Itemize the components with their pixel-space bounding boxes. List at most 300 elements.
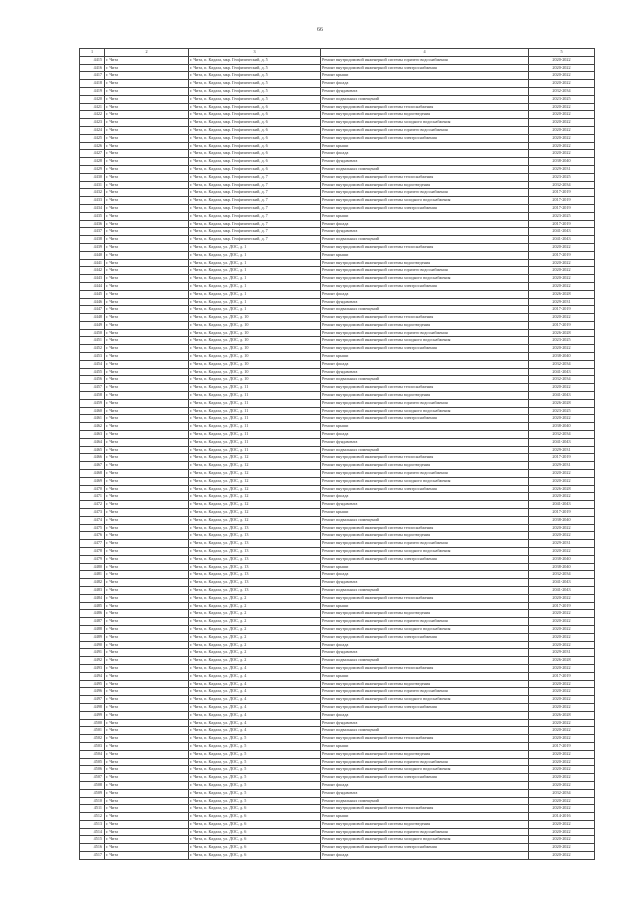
table-row	[80, 243, 595, 251]
row-number-cell: 4423	[80, 119, 105, 127]
municipality-cell: г. Чита	[105, 493, 189, 501]
work-type-cell: Ремонт внутридомовой инженерной системы водоотведения	[321, 610, 529, 618]
table-row	[80, 594, 595, 602]
row-number-cell: 4462	[80, 423, 105, 431]
work-type-cell: Ремонт внутридомовой инженерной системы холодного водоснабжения	[321, 836, 529, 844]
work-type-cell: Ремонт внутридомовой инженерной системы холодного водоснабжения	[321, 766, 529, 774]
work-type-cell: Ремонт внутридомовой инженерной системы горячего водоснабжения	[321, 189, 529, 197]
table-row	[80, 813, 595, 821]
period-cell: 2020-2022	[529, 64, 595, 72]
table-row	[80, 282, 595, 290]
row-number-cell: 4511	[80, 805, 105, 813]
work-type-cell: Ремонт фундамента	[321, 501, 529, 509]
address-cell: г. Чита, п. Кадала, ул. ДОС, д. 1	[189, 298, 321, 306]
table-row	[80, 103, 595, 111]
row-number-cell: 4419	[80, 87, 105, 95]
work-type-cell: Ремонт фасада	[321, 641, 529, 649]
table-row	[80, 828, 595, 836]
table-row	[80, 548, 595, 556]
address-cell: г. Чита, п. Кадала, ул. ДОС, д. 12	[189, 516, 321, 524]
municipality-cell: г. Чита	[105, 610, 189, 618]
period-cell: 2029-2031	[529, 298, 595, 306]
row-number-cell: 4460	[80, 407, 105, 415]
address-cell: г. Чита, п. Кадала, ул. ДОС, д. 5	[189, 766, 321, 774]
municipality-cell: г. Чита	[105, 95, 189, 103]
address-cell: г. Чита, п. Кадала, ул. ДОС, д. 1	[189, 259, 321, 267]
address-cell: г. Чита, п. Кадала, ул. ДОС, д. 13	[189, 548, 321, 556]
municipality-cell: г. Чита	[105, 664, 189, 672]
work-type-cell: Ремонт внутридомовой инженерной системы электроснабжения	[321, 633, 529, 641]
table-row	[80, 509, 595, 517]
work-type-cell: Ремонт подвальных помещений	[321, 95, 529, 103]
municipality-cell: г. Чита	[105, 204, 189, 212]
work-type-cell: Ремонт фасада	[321, 150, 529, 158]
work-type-cell: Ремонт внутридомовой инженерной системы холодного водоснабжения	[321, 477, 529, 485]
period-cell: 2017-2019	[529, 197, 595, 205]
municipality-cell: г. Чита	[105, 625, 189, 633]
municipality-cell: г. Чита	[105, 680, 189, 688]
row-number-cell: 4472	[80, 501, 105, 509]
address-cell: г. Чита, п. Кадала, ул. ДОС, д. 12	[189, 493, 321, 501]
period-cell: 2032-2034	[529, 431, 595, 439]
table-row	[80, 228, 595, 236]
municipality-cell: г. Чита	[105, 813, 189, 821]
municipality-cell: г. Чита	[105, 563, 189, 571]
address-cell: г. Чита, п. Кадала, ул. ДОС, д. 12	[189, 485, 321, 493]
municipality-cell: г. Чита	[105, 173, 189, 181]
address-cell: г. Чита, п. Кадала, ул. ДОС, д. 5	[189, 781, 321, 789]
work-type-cell: Ремонт внутридомовой инженерной системы холодного водоснабжения	[321, 337, 529, 345]
work-type-cell: Ремонт внутридомовой инженерной системы холодного водоснабжения	[321, 197, 529, 205]
row-number-cell: 4434	[80, 204, 105, 212]
period-cell: 2026-2028	[529, 290, 595, 298]
row-number-cell: 4480	[80, 563, 105, 571]
municipality-cell: г. Чита	[105, 836, 189, 844]
period-cell: 2020-2022	[529, 150, 595, 158]
row-number-cell: 4436	[80, 220, 105, 228]
table-row	[80, 781, 595, 789]
row-number-cell: 4431	[80, 181, 105, 189]
row-number-cell: 4470	[80, 485, 105, 493]
table-row	[80, 618, 595, 626]
period-cell: 2020-2022	[529, 282, 595, 290]
address-cell: г. Чита, п. Кадала, ул. ДОС, д. 5	[189, 758, 321, 766]
period-cell: 2029-2031	[529, 462, 595, 470]
header-col-2: 2	[105, 49, 189, 57]
address-cell: г. Чита, п. Кадала, мкр. Геофизический, д. 7	[189, 181, 321, 189]
period-cell: 2020-2022	[529, 80, 595, 88]
row-number-cell: 4461	[80, 415, 105, 423]
table-row	[80, 688, 595, 696]
table-row	[80, 126, 595, 134]
row-number-cell: 4513	[80, 820, 105, 828]
address-cell: г. Чита, п. Кадала, ул. ДОС, д. 11	[189, 438, 321, 446]
table-row	[80, 789, 595, 797]
address-cell: г. Чита, п. Кадала, ул. ДОС, д. 5	[189, 750, 321, 758]
municipality-cell: г. Чита	[105, 415, 189, 423]
work-type-cell: Ремонт подвальных помещений	[321, 727, 529, 735]
table-row	[80, 719, 595, 727]
work-type-cell: Ремонт внутридомовой инженерной системы электроснабжения	[321, 345, 529, 353]
table-row	[80, 197, 595, 205]
address-cell: г. Чита, п. Кадала, ул. ДОС, д. 11	[189, 407, 321, 415]
address-cell: г. Чита, п. Кадала, мкр. Геофизический, д. 5	[189, 95, 321, 103]
row-number-cell: 4466	[80, 454, 105, 462]
municipality-cell: г. Чита	[105, 485, 189, 493]
work-type-cell: Ремонт фундамента	[321, 298, 529, 306]
address-cell: г. Чита, п. Кадала, ул. ДОС, д. 10	[189, 360, 321, 368]
work-type-cell: Ремонт внутридомовой инженерной системы горячего водоснабжения	[321, 56, 529, 64]
address-cell: г. Чита, п. Кадала, ул. ДОС, д. 2	[189, 625, 321, 633]
period-cell: 2020-2022	[529, 719, 595, 727]
row-number-cell: 4489	[80, 633, 105, 641]
table-row	[80, 267, 595, 275]
row-number-cell: 4467	[80, 462, 105, 470]
address-cell: г. Чита, п. Кадала, ул. ДОС, д. 13	[189, 571, 321, 579]
address-cell: г. Чита, п. Кадала, ул. ДОС, д. 13	[189, 579, 321, 587]
municipality-cell: г. Чита	[105, 501, 189, 509]
address-cell: г. Чита, п. Кадала, мкр. Геофизический, д. 7	[189, 212, 321, 220]
row-number-cell: 4449	[80, 321, 105, 329]
work-type-cell: Ремонт внутридомовой инженерной системы электроснабжения	[321, 774, 529, 782]
municipality-cell: г. Чита	[105, 657, 189, 665]
work-type-cell: Ремонт фасада	[321, 781, 529, 789]
work-type-cell: Ремонт внутридомовой инженерной системы электроснабжения	[321, 703, 529, 711]
period-cell: 2020-2022	[529, 142, 595, 150]
table-row	[80, 657, 595, 665]
row-number-cell: 4482	[80, 579, 105, 587]
work-type-cell: Ремонт крыши	[321, 813, 529, 821]
address-cell: г. Чита, п. Кадала, мкр. Геофизический, д. 6	[189, 103, 321, 111]
period-cell: 2017-2019	[529, 742, 595, 750]
period-cell: 2020-2022	[529, 594, 595, 602]
municipality-cell: г. Чита	[105, 828, 189, 836]
row-number-cell: 4495	[80, 680, 105, 688]
row-number-cell: 4498	[80, 703, 105, 711]
work-type-cell: Ремонт внутридомовой инженерной системы горячего водоснабжения	[321, 470, 529, 478]
municipality-cell: г. Чита	[105, 548, 189, 556]
address-cell: г. Чита, п. Кадала, ул. ДОС, д. 13	[189, 586, 321, 594]
municipality-cell: г. Чита	[105, 384, 189, 392]
address-cell: г. Чита, п. Кадала, ул. ДОС, д. 2	[189, 649, 321, 657]
period-cell: 2020-2022	[529, 797, 595, 805]
table-row	[80, 524, 595, 532]
address-cell: г. Чита, п. Кадала, мкр. Геофизический, д. 6	[189, 150, 321, 158]
municipality-cell: г. Чита	[105, 735, 189, 743]
table-row	[80, 820, 595, 828]
table-row	[80, 376, 595, 384]
work-type-cell: Ремонт крыши	[321, 563, 529, 571]
period-cell: 2020-2022	[529, 750, 595, 758]
address-cell: г. Чита, п. Кадала, ул. ДОС, д. 4	[189, 688, 321, 696]
municipality-cell: г. Чита	[105, 477, 189, 485]
municipality-cell: г. Чита	[105, 158, 189, 166]
period-cell: 2029-2031	[529, 446, 595, 454]
work-type-cell: Ремонт подвальных помещений	[321, 446, 529, 454]
address-cell: г. Чита, п. Кадала, ул. ДОС, д. 5	[189, 735, 321, 743]
table-row	[80, 672, 595, 680]
address-cell: г. Чита, п. Кадала, ул. ДОС, д. 6	[189, 836, 321, 844]
row-number-cell: 4503	[80, 742, 105, 750]
work-type-cell: Ремонт подвальных помещений	[321, 586, 529, 594]
address-cell: г. Чита, п. Кадала, ул. ДОС, д. 11	[189, 399, 321, 407]
table-row	[80, 579, 595, 587]
work-type-cell: Ремонт подвальных помещений	[321, 236, 529, 244]
row-number-cell: 4491	[80, 649, 105, 657]
address-cell: г. Чита, п. Кадала, ул. ДОС, д. 6	[189, 852, 321, 860]
table-row	[80, 415, 595, 423]
address-cell: г. Чита, п. Кадала, мкр. Геофизический, д. 7	[189, 204, 321, 212]
municipality-cell: г. Чита	[105, 586, 189, 594]
address-cell: г. Чита, п. Кадала, ул. ДОС, д. 10	[189, 376, 321, 384]
work-type-cell: Ремонт внутридомовой инженерной системы холодного водоснабжения	[321, 407, 529, 415]
address-cell: г. Чита, п. Кадала, ул. ДОС, д. 6	[189, 844, 321, 852]
period-cell: 2017-2019	[529, 321, 595, 329]
period-cell: 2023-2025	[529, 407, 595, 415]
table-row	[80, 633, 595, 641]
table-row	[80, 805, 595, 813]
work-type-cell: Ремонт крыши	[321, 142, 529, 150]
table-row	[80, 111, 595, 119]
municipality-cell: г. Чита	[105, 438, 189, 446]
period-cell: 2020-2022	[529, 781, 595, 789]
work-type-cell: Ремонт внутридомовой инженерной системы электроснабжения	[321, 485, 529, 493]
work-type-cell: Ремонт внутридомовой инженерной системы холодного водоснабжения	[321, 696, 529, 704]
row-number-cell: 4450	[80, 329, 105, 337]
address-cell: г. Чита, п. Кадала, ул. ДОС, д. 13	[189, 532, 321, 540]
period-cell: 2020-2022	[529, 267, 595, 275]
table-row	[80, 119, 595, 127]
work-type-cell: Ремонт фасада	[321, 493, 529, 501]
work-type-cell: Ремонт внутридомовой инженерной системы электроснабжения	[321, 555, 529, 563]
row-number-cell: 4501	[80, 727, 105, 735]
table-row	[80, 345, 595, 353]
row-number-cell: 4438	[80, 236, 105, 244]
table-row	[80, 64, 595, 72]
municipality-cell: г. Чита	[105, 353, 189, 361]
period-cell: 2020-2022	[529, 610, 595, 618]
row-number-cell: 4496	[80, 688, 105, 696]
period-cell: 2020-2022	[529, 703, 595, 711]
work-type-cell: Ремонт внутридомовой инженерной системы водоотведения	[321, 532, 529, 540]
period-cell: 2032-2034	[529, 571, 595, 579]
municipality-cell: г. Чита	[105, 329, 189, 337]
period-cell: 2020-2022	[529, 477, 595, 485]
table-row	[80, 290, 595, 298]
address-cell: г. Чита, п. Кадала, ул. ДОС, д. 2	[189, 610, 321, 618]
period-cell: 2020-2022	[529, 532, 595, 540]
table-row	[80, 703, 595, 711]
municipality-cell: г. Чита	[105, 306, 189, 314]
work-type-cell: Ремонт внутридомовой инженерной системы горячего водоснабжения	[321, 828, 529, 836]
row-number-cell: 4440	[80, 251, 105, 259]
table-body	[80, 56, 595, 859]
table-row	[80, 407, 595, 415]
municipality-cell: г. Чита	[105, 251, 189, 259]
address-cell: г. Чита, п. Кадала, мкр. Геофизический, д. 6	[189, 134, 321, 142]
address-cell: г. Чита, п. Кадала, ул. ДОС, д. 4	[189, 696, 321, 704]
address-cell: г. Чита, п. Кадала, ул. ДОС, д. 6	[189, 805, 321, 813]
table-row	[80, 181, 595, 189]
period-cell: 2020-2022	[529, 56, 595, 64]
period-cell: 2032-2034	[529, 376, 595, 384]
address-cell: г. Чита, п. Кадала, ул. ДОС, д. 4	[189, 672, 321, 680]
address-cell: г. Чита, п. Кадала, ул. ДОС, д. 2	[189, 657, 321, 665]
address-cell: г. Чита, п. Кадала, мкр. Геофизический, д. 6	[189, 158, 321, 166]
period-cell: 2038-2040	[529, 555, 595, 563]
period-cell: 2020-2022	[529, 126, 595, 134]
work-type-cell: Ремонт внутридомовой инженерной системы водоотведения	[321, 181, 529, 189]
header-col-1: 1	[80, 49, 105, 57]
table-row	[80, 314, 595, 322]
row-number-cell: 4417	[80, 72, 105, 80]
municipality-cell: г. Чита	[105, 345, 189, 353]
row-number-cell: 4478	[80, 548, 105, 556]
address-cell: г. Чита, п. Кадала, ул. ДОС, д. 1	[189, 275, 321, 283]
page-number: 66	[317, 27, 323, 33]
row-number-cell: 4456	[80, 376, 105, 384]
row-number-cell: 4474	[80, 516, 105, 524]
address-cell: г. Чита, п. Кадала, ул. ДОС, д. 4	[189, 727, 321, 735]
table-row	[80, 298, 595, 306]
table-row	[80, 399, 595, 407]
municipality-cell: г. Чита	[105, 532, 189, 540]
period-cell: 2020-2022	[529, 664, 595, 672]
municipality-cell: г. Чита	[105, 774, 189, 782]
row-number-cell: 4487	[80, 618, 105, 626]
table-row	[80, 134, 595, 142]
row-number-cell: 4486	[80, 610, 105, 618]
table-row	[80, 259, 595, 267]
table-row	[80, 368, 595, 376]
address-cell: г. Чита, п. Кадала, мкр. Геофизический, д. 7	[189, 197, 321, 205]
table-row	[80, 696, 595, 704]
period-cell: 2020-2022	[529, 470, 595, 478]
row-number-cell: 4429	[80, 165, 105, 173]
table-row	[80, 384, 595, 392]
work-type-cell: Ремонт внутридомовой инженерной системы теплоснабжения	[321, 314, 529, 322]
row-number-cell: 4433	[80, 197, 105, 205]
municipality-cell: г. Чита	[105, 516, 189, 524]
municipality-cell: г. Чита	[105, 719, 189, 727]
period-cell: 2020-2022	[529, 119, 595, 127]
period-cell: 2020-2022	[529, 852, 595, 860]
work-type-cell: Ремонт подвальных помещений	[321, 306, 529, 314]
work-type-cell: Ремонт внутридомовой инженерной системы водоотведения	[321, 321, 529, 329]
period-cell: 2020-2022	[529, 735, 595, 743]
municipality-cell: г. Чита	[105, 509, 189, 517]
period-cell: 2020-2022	[529, 688, 595, 696]
row-number-cell: 4445	[80, 290, 105, 298]
work-type-cell: Ремонт внутридомовой инженерной системы водоотведения	[321, 259, 529, 267]
row-number-cell: 4457	[80, 384, 105, 392]
address-cell: г. Чита, п. Кадала, мкр. Геофизический, д. 5	[189, 87, 321, 95]
row-number-cell: 4428	[80, 158, 105, 166]
work-type-cell: Ремонт фасада	[321, 571, 529, 579]
row-number-cell: 4424	[80, 126, 105, 134]
row-number-cell: 4430	[80, 173, 105, 181]
row-number-cell: 4516	[80, 844, 105, 852]
work-type-cell: Ремонт внутридомовой инженерной системы теплоснабжения	[321, 103, 529, 111]
period-cell: 2020-2022	[529, 820, 595, 828]
municipality-cell: г. Чита	[105, 142, 189, 150]
table-row	[80, 680, 595, 688]
table-row	[80, 836, 595, 844]
table-header-row	[80, 49, 595, 57]
address-cell: г. Чита, п. Кадала, ул. ДОС, д. 10	[189, 314, 321, 322]
row-number-cell: 4448	[80, 314, 105, 322]
period-cell: 2038-2040	[529, 158, 595, 166]
row-number-cell: 4416	[80, 64, 105, 72]
work-type-cell: Ремонт фундамента	[321, 789, 529, 797]
row-number-cell: 4439	[80, 243, 105, 251]
row-number-cell: 4459	[80, 399, 105, 407]
table-row	[80, 563, 595, 571]
work-type-cell: Ремонт внутридомовой инженерной системы электроснабжения	[321, 134, 529, 142]
table-row	[80, 586, 595, 594]
work-type-cell: Ремонт крыши	[321, 251, 529, 259]
address-cell: г. Чита, п. Кадала, ул. ДОС, д. 6	[189, 813, 321, 821]
period-cell: 2038-2040	[529, 423, 595, 431]
table-row	[80, 158, 595, 166]
period-cell: 2017-2019	[529, 672, 595, 680]
row-number-cell: 4507	[80, 774, 105, 782]
row-number-cell: 4441	[80, 259, 105, 267]
period-cell: 2017-2019	[529, 251, 595, 259]
work-type-cell: Ремонт подвальных помещений	[321, 797, 529, 805]
address-cell: г. Чита, п. Кадала, ул. ДОС, д. 2	[189, 618, 321, 626]
work-type-cell: Ремонт внутридомовой инженерной системы горячего водоснабжения	[321, 329, 529, 337]
period-cell: 2020-2022	[529, 524, 595, 532]
table-row	[80, 72, 595, 80]
work-type-cell: Ремонт внутридомовой инженерной системы теплоснабжения	[321, 524, 529, 532]
address-cell: г. Чита, п. Кадала, ул. ДОС, д. 11	[189, 392, 321, 400]
municipality-cell: г. Чита	[105, 282, 189, 290]
period-cell: 2020-2022	[529, 345, 595, 353]
table-row	[80, 275, 595, 283]
work-type-cell: Ремонт внутридомовой инженерной системы холодного водоснабжения	[321, 548, 529, 556]
period-cell: 2026-2028	[529, 711, 595, 719]
table-row	[80, 625, 595, 633]
work-type-cell: Ремонт внутридомовой инженерной системы горячего водоснабжения	[321, 688, 529, 696]
table-row	[80, 251, 595, 259]
row-number-cell: 4452	[80, 345, 105, 353]
period-cell: 2020-2022	[529, 836, 595, 844]
municipality-cell: г. Чита	[105, 321, 189, 329]
municipality-cell: г. Чита	[105, 446, 189, 454]
address-cell: г. Чита, п. Кадала, мкр. Геофизический, д. 7	[189, 189, 321, 197]
row-number-cell: 4493	[80, 664, 105, 672]
table-row	[80, 165, 595, 173]
table-row	[80, 321, 595, 329]
table-row	[80, 602, 595, 610]
period-cell: 2041-2043	[529, 392, 595, 400]
row-number-cell: 4426	[80, 142, 105, 150]
row-number-cell: 4509	[80, 789, 105, 797]
table-row	[80, 555, 595, 563]
table-row	[80, 56, 595, 64]
address-cell: г. Чита, п. Кадала, мкр. Геофизический, д. 5	[189, 72, 321, 80]
municipality-cell: г. Чита	[105, 259, 189, 267]
address-cell: г. Чита, п. Кадала, ул. ДОС, д. 12	[189, 501, 321, 509]
row-number-cell: 4510	[80, 797, 105, 805]
address-cell: г. Чита, п. Кадала, ул. ДОС, д. 13	[189, 555, 321, 563]
municipality-cell: г. Чита	[105, 119, 189, 127]
table-row	[80, 493, 595, 501]
work-type-cell: Ремонт внутридомовой инженерной системы горячего водоснабжения	[321, 126, 529, 134]
row-number-cell: 4463	[80, 431, 105, 439]
period-cell: 2023-2025	[529, 95, 595, 103]
